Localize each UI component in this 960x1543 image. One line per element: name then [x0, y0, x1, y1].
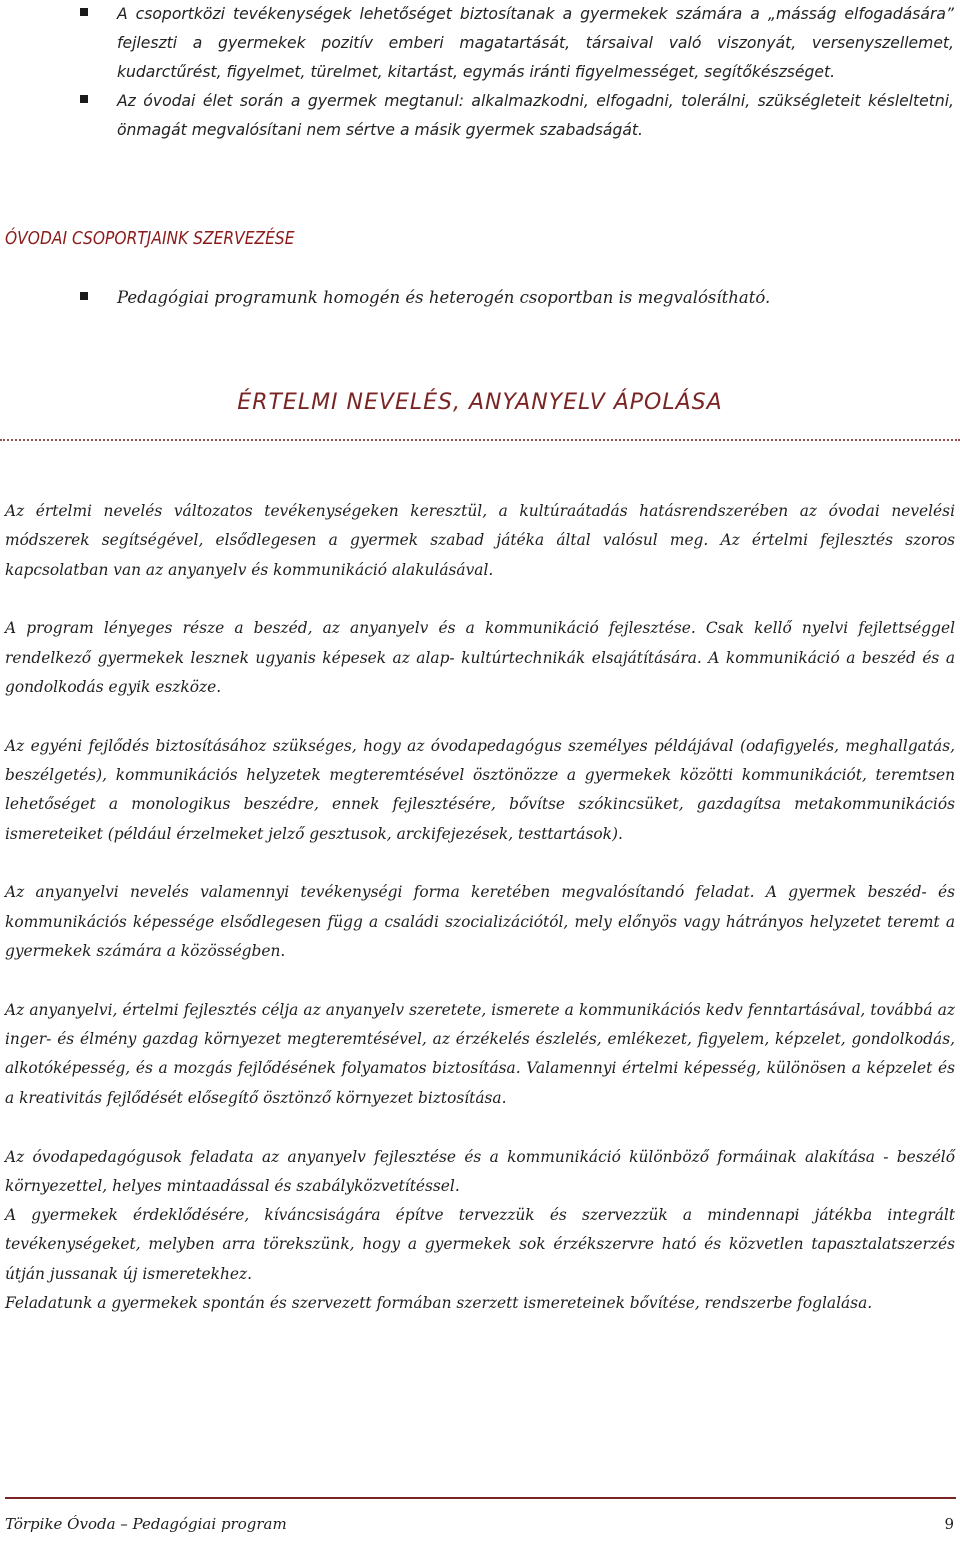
dotted-divider: [0, 439, 960, 441]
paragraph: A program lényeges része a beszéd, az anyanyelv és a kommunikáció fejlesztése. Csak kellő nyelvi fejlettséggel rendelkező gyermekek lesznek ugyanis képesek az alap- kultúrtechnikák elsajátítására. A kommunikáció a beszéd és a gondolkodás egyik eszköze.: [5, 619, 955, 696]
bullet-text: Az óvodai élet során a gyermek megtanul: alkalmazkodni, elfogadni, tolerálni, szükségleteit késleltetni, önmagát megvalósítani nem sértve a másik gyermek szabadságát.: [117, 92, 954, 139]
page-number: 9: [944, 1515, 954, 1533]
group-bullet-list: [0, 283, 960, 312]
bullet-text: Pedagógiai programunk homogén és heterogén csoportban is megvalósítható.: [117, 288, 771, 307]
bullet-item: [0, 87, 960, 145]
paragraph: Az anyanyelvi, értelmi fejlesztés célja az anyanyelv szeretete, ismerete a kommunikációs kedv fenntartásával, továbbá az inger- és élmény gazdag környezet megteremtésével, az érzékelés észlelés, emlékezet, figyelem, képzelet, gondolkodás, alkotóképesség, és a mozgás fejlődésének folyamatos biztosítása. Valamennyi értelmi képesség, különösen a képzelet és a kreativitás fejlődését elősegítő ösztönző környezet biztosítása.: [5, 1000, 955, 1107]
body-text: [5, 497, 955, 1318]
paragraph: Az anyanyelvi nevelés valamennyi tevékenységi forma keretében megvalósítandó feladat. A gyermek beszéd- és kommunikációs képessége elsődlegesen függ a családi szocializációtól, mely előnyös vagy hátrányos helyzetet teremt a gyermekek számára a közösségben.: [5, 883, 955, 961]
section-title: ÉRTELMI NEVELÉS, ANYANYELV ÁPOLÁSA: [237, 390, 723, 415]
paragraph: Az óvodapedagógusok feladata az anyanyelv fejlesztése és a kommunikáció különböző formáinak alakítása - beszélő környezettel, helyes mintaadással és szabályközvetítéssel.: [5, 1147, 955, 1195]
subheading-groups: ÓVODAI CSOPORTJAINK SZERVEZÉSE: [5, 228, 295, 249]
paragraph: Az értelmi nevelés változatos tevékenységeken keresztül, a kultúraátadás hatásrendszerében az óvodai nevelési módszerek segítségével, elsődlegesen a gyermek szabad játéka által valósul meg. Az értelmi fejlesztés szoros kapcsolatban van az anyanyelv és kommunikáció alakulásával.: [5, 502, 955, 579]
bullet-item: [0, 0, 960, 87]
footer-rule: [5, 1497, 956, 1499]
square-bullet-icon: [80, 95, 88, 103]
square-bullet-icon: [80, 8, 88, 16]
bullet-text: A csoportközi tevékenységek lehetőséget biztosítanak a gyermekek számára a „másság elfogadására” fejleszti a gyermekek pozitív emberi magatartását, társaival való viszonyát, versenyszellemet, kudarctűrést, figyelmet, türelmet, kitartást, egymás iránti figyelmességet, segítőkészséget.: [117, 5, 954, 81]
paragraph: A gyermekek érdeklődésére, kíváncsiságára építve tervezzük és szervezzük a mindennapi játékba integrált tevékenységeket, melyben arra törekszünk, hogy a gyermekek sok érzékszervre ható és közvetlen tapasztalatszerzés útján jussanak új ismeretekhez.: [5, 1206, 955, 1283]
square-bullet-icon: [80, 292, 88, 300]
footer-title: Törpike Óvoda – Pedagógiai program: [5, 1515, 287, 1533]
intro-bullet-list: [0, 0, 960, 145]
paragraph: Feladatunk a gyermekek spontán és szervezett formában szerzett ismereteinek bővítése, rendszerbe foglalása.: [5, 1294, 873, 1313]
bullet-item: [0, 283, 960, 312]
paragraph: Az egyéni fejlődés biztosításához szükséges, hogy az óvodapedagógus személyes példájával (odafigyelés, meghallgatás, beszélgetés), kommunikációs helyzetek megteremtésével ösztönözze a gyermekek közötti kommunikációt, teremtsen lehetőséget a monologikus beszédre, ennek fejlesztésére, bővítse szókincsüket, gazdagítsa metakommunikációs ismereteiket (például érzelmeket jelző gesztusok, arckifejezések, testtartások).: [5, 736, 955, 843]
